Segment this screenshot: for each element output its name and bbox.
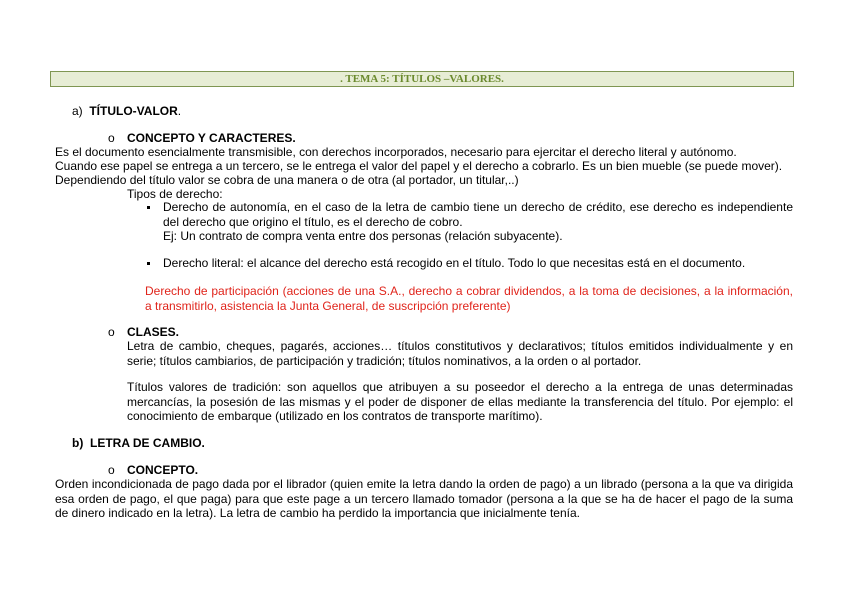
letra-concepto-para: Orden incondicionada de pago dada por el librador (quien emite la letra dando la orden de pago) a un librado (persona a la que va dirigida esa orden de pago, el que paga) para que este page a un tercero llamado tomador (persona a la que se ha de hacer el pago de la suma de dinero indicado en la letra). La letra de cambio ha perdido la importancia que inicialmente tenía.: [55, 477, 793, 520]
section-a-title: TÍTULO-VALOR: [89, 104, 178, 118]
clases-heading: CLASES.: [127, 325, 180, 339]
concepto-line-1: Es el documento esencialmente transmisible, con derechos incorporados, necesario para ejercitar el derecho literal y autónomo.: [55, 145, 737, 159]
section-a-marker: a): [72, 104, 83, 118]
concepto-line-2: Cuando ese papel se entrega a un tercero, se le entrega el valor del papel y el derecho a cobrarlo. Es un bien mueble (se puede mover).: [55, 159, 783, 173]
square-bullet-icon: [147, 262, 150, 265]
tipo-autonomia-example: Ej: Un contrato de compra venta entre dos personas (relación subyacente).: [163, 229, 563, 243]
concepto-heading: CONCEPTO Y CARACTERES.: [127, 131, 296, 145]
tipos-label: Tipos de derecho:: [127, 187, 223, 201]
tipo-literal-text: Derecho literal: el alcance del derecho está recogido en el título. Todo lo que necesitas está en el documento.: [163, 256, 746, 270]
section-b-title: LETRA DE CAMBIO.: [90, 436, 205, 450]
letra-concepto-heading: CONCEPTO.: [127, 463, 199, 477]
square-bullet-icon: [147, 206, 150, 209]
page-title: . TEMA 5: TÍTULOS –VALORES.: [50, 71, 794, 87]
clases-bullet: o: [108, 325, 115, 339]
letra-concepto-bullet: o: [108, 463, 115, 477]
section-a-title-suffix: .: [177, 104, 182, 118]
concepto-line-3: Dependiendo del título valor se cobra de una manera o de otra (al portador, un titular,..): [55, 173, 519, 187]
concepto-bullet: o: [108, 131, 115, 145]
participacion-note: Derecho de participación (acciones de una S.A., derecho a cobrar dividendos, a la toma de decisiones, a la información, a transmitirlo, asistencia la Junta General, de suscripción preferente): [145, 284, 793, 313]
section-b-heading: [72, 436, 205, 451]
section-a-heading: [72, 104, 181, 119]
tipo-autonomia-text: Derecho de autonomía, en el caso de la letra de cambio tiene un derecho de crédito, ese derecho es independiente del derecho que origino el título, es el derecho de cobro.: [163, 200, 793, 229]
clases-para-1: Letra de cambio, cheques, pagarés, acciones… títulos constitutivos y declarativos; títulos emitidos individualmente y en serie; títulos cambiarios, de participación y tradición; títulos nominativos, a la orden o al portador.: [127, 339, 793, 368]
clases-para-2: Títulos valores de tradición: son aquellos que atribuyen a su poseedor el derecho a la entrega de unas determinadas mercancías, la posesión de las mismas y el poder de disponer de ellas mediante la transferencia del título. Por ejemplo: el conocimiento de embarque (utilizado en los contratos de transporte marítimo).: [127, 380, 793, 423]
section-b-marker: b): [72, 436, 84, 450]
